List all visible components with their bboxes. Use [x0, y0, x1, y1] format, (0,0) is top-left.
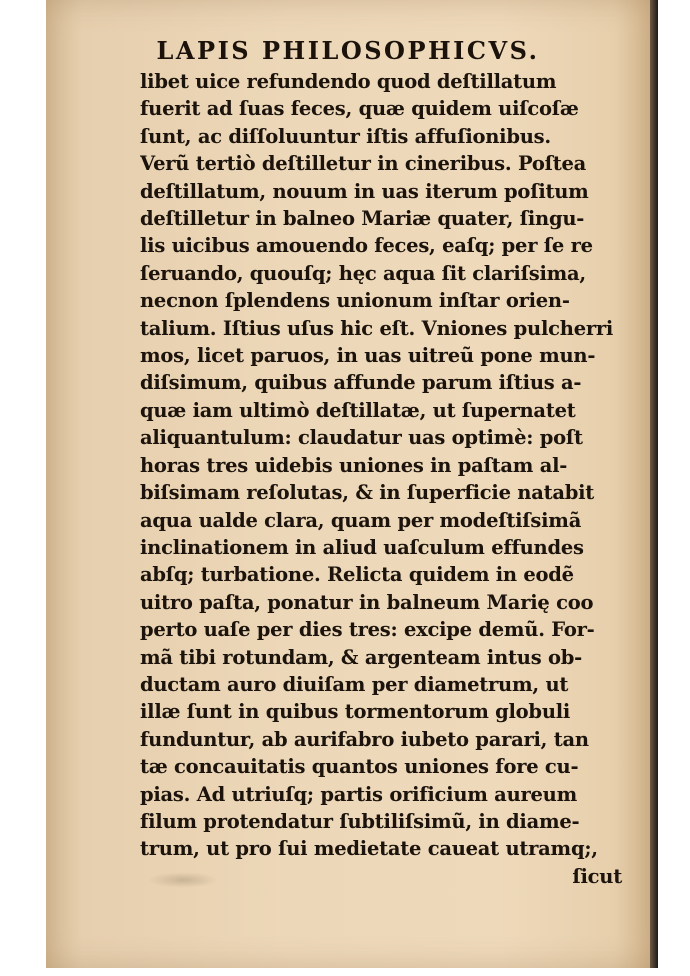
text-line: illæ ſunt in quibus tormentorum globuli [140, 700, 571, 724]
text-line: ductam auro diuiſam per diametrum, ut [140, 672, 569, 696]
text-line: ſunt, ac diſſoluuntur iſtis affuſionibus. [140, 124, 551, 148]
text-line: horas tres uidebis uniones in paſtam al- [140, 453, 568, 477]
text-line: uitro paſta, ponatur in balneum Marię coo [140, 590, 594, 614]
text-line: perto uaſe per dies tres: excipe demũ. For- [140, 618, 595, 642]
running-head: LAPIS PHILOSOPHICVS. [156, 36, 540, 65]
page-gutter-shadow [650, 0, 658, 968]
text-line: pias. Ad utriuſq; partis orificium aureum [140, 782, 577, 806]
text-line: funduntur, ab aurifabro iubeto parari, tan [140, 727, 589, 751]
catchword: ſicut [572, 864, 622, 888]
text-line: libet uice refundendo quod deſtillatum [140, 70, 557, 93]
text-line: deſtillatum, nouum in uas iterum poſitum [140, 179, 589, 203]
text-line: necnon ſplendens unionum inſtar orien- [140, 289, 570, 313]
text-line: deſtilletur in balneo Mariæ quater, ſingu- [140, 207, 585, 231]
text-line: inclinationem in aliud uaſculum effundes [140, 535, 584, 559]
text-line: diſsimum, quibus affunde parum iſtius a- [140, 371, 582, 395]
body-text [140, 68, 628, 890]
text-line: quæ iam ultimò deſtillatæ, ut ſupernatet [140, 398, 576, 422]
text-line: mã tibi rotundam, & argenteam intus ob- [140, 645, 582, 669]
text-line: Verũ tertiò deſtilletur in cineribus. Poſtea [140, 152, 587, 176]
text-line: aqua ualde clara, quam per modeſtiſsimã [140, 508, 582, 532]
text-line: mos, licet paruos, in uas uitreũ pone mun- [140, 344, 596, 368]
text-line: aliquantulum: claudatur uas optimè: poſt [140, 426, 583, 450]
text-line: talium. Iſtius uſus hic eſt. Vniones pulcherri [140, 316, 614, 340]
text-line: lis uicibus amouendo feces, eaſq; per ſe re [140, 234, 593, 258]
text-line: biſsimam reſolutas, & in ſuperficie natabit [140, 481, 595, 505]
book-page [46, 0, 650, 968]
text-line: abſq; turbatione. Relicta quidem in eodẽ [140, 563, 574, 587]
text-line: filum protendatur ſubtiliſsimũ, in diame- [140, 809, 580, 833]
text-line: fuerit ad ſuas feces, quæ quidem uiſcoſæ [140, 97, 579, 121]
text-line: tæ concauitatis quantos uniones fore cu- [140, 755, 579, 779]
text-line: trum, ut pro ſui medietate caueat utramq;, [140, 837, 598, 861]
ink-smudge [148, 872, 218, 888]
text-line: ſeruando, quouſq; hęc aqua ſit clariſsima, [140, 261, 586, 285]
